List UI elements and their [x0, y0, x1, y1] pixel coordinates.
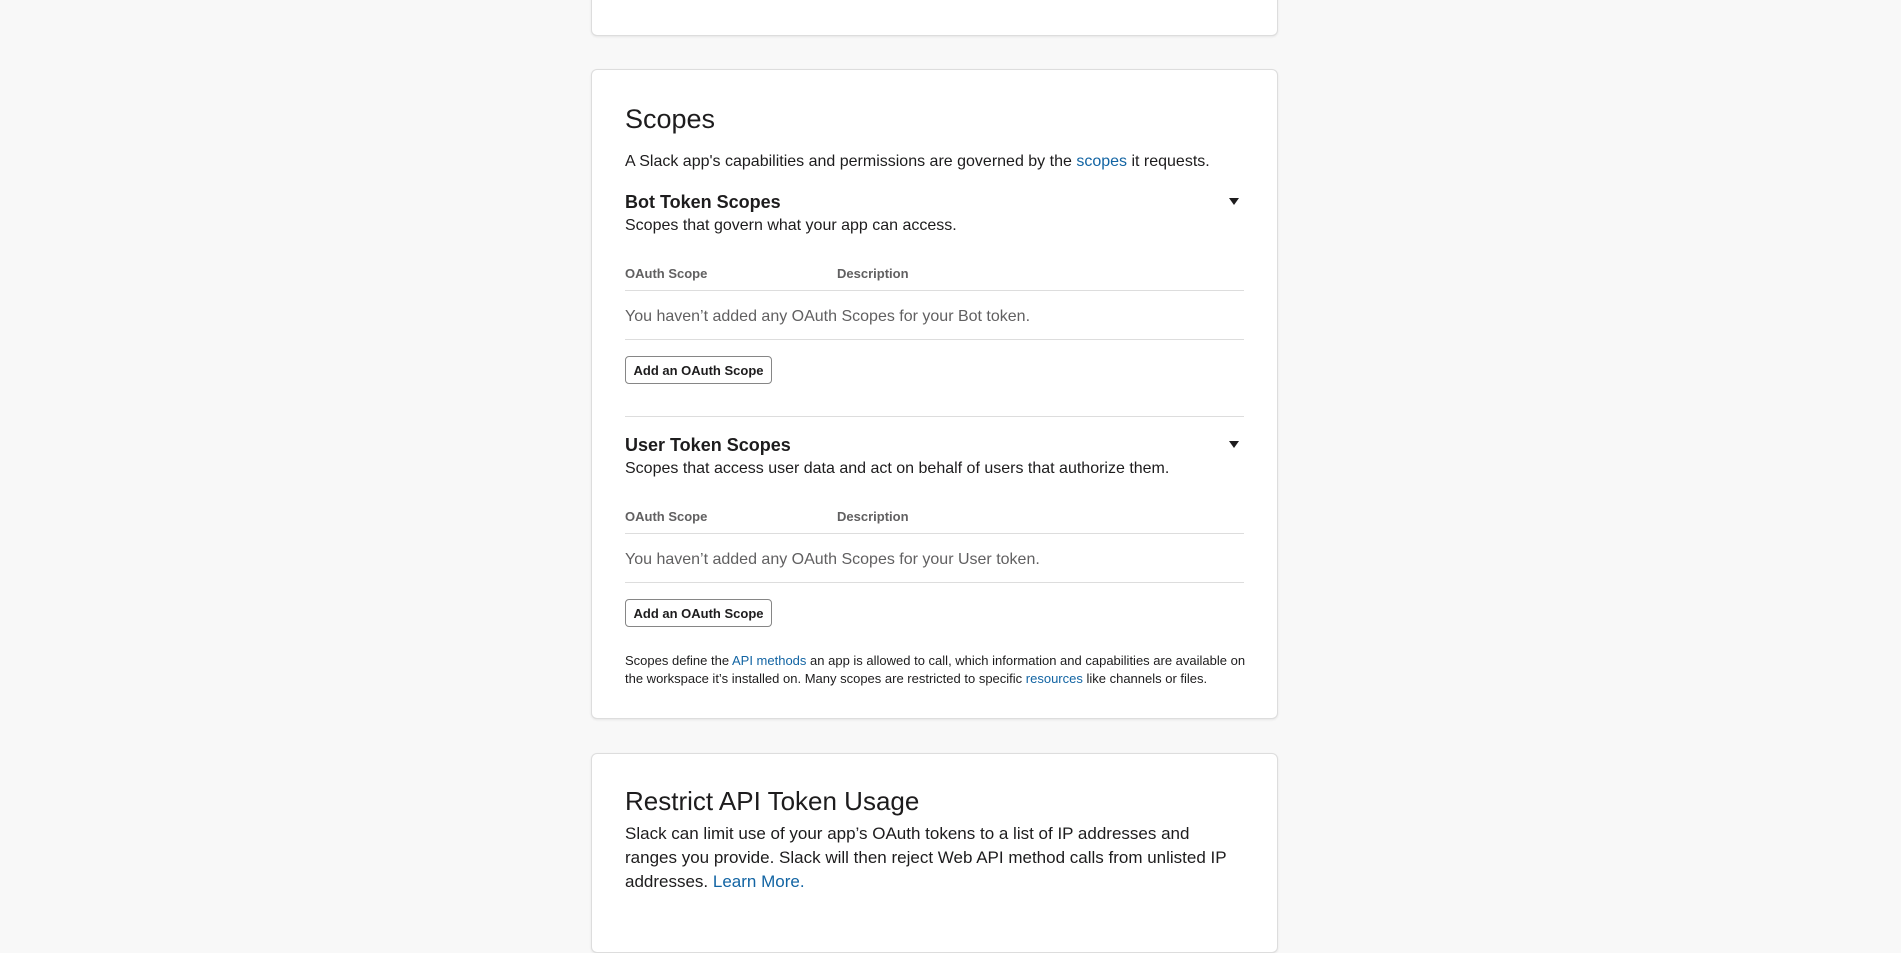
- restrict-text: Slack can limit use of your app’s OAuth tokens to a list of IP addresses and ranges you provide. Slack will then reject Web API method calls from unlisted IP addresses.: [625, 824, 1227, 891]
- user-token-scopes-title: User Token Scopes: [625, 435, 791, 455]
- restrict-description: [625, 822, 1230, 894]
- scopes-card: [591, 69, 1278, 719]
- user-scopes-collapse-caret-icon[interactable]: [1229, 441, 1239, 448]
- bot-scopes-empty: You haven’t added any OAuth Scopes for your Bot token.: [625, 308, 1031, 325]
- previous-card: [591, 0, 1278, 36]
- divider: [625, 290, 1244, 291]
- bot-column-oauth-scope: OAuth Scope: [625, 266, 708, 281]
- scopes-title: Scopes: [625, 104, 716, 134]
- footer-text: Scopes define the: [625, 653, 732, 668]
- bot-column-description: Description: [837, 266, 909, 281]
- user-column-oauth-scope: OAuth Scope: [625, 509, 708, 524]
- divider: [625, 582, 1244, 583]
- scopes-footer: [625, 652, 1250, 688]
- divider: [625, 339, 1244, 340]
- divider: [625, 533, 1244, 534]
- scopes-link[interactable]: scopes: [1076, 153, 1128, 170]
- intro-text: A Slack app's capabilities and permissions are governed by the: [625, 153, 1077, 170]
- restrict-title: Restrict API Token Usage: [625, 786, 920, 816]
- user-column-description: Description: [837, 509, 909, 524]
- learn-more-link[interactable]: Learn More.: [712, 872, 805, 891]
- scopes-intro: [625, 153, 1210, 171]
- user-scopes-empty: You haven’t added any OAuth Scopes for your User token.: [625, 551, 1040, 568]
- bot-token-scopes-title: Bot Token Scopes: [625, 192, 781, 212]
- footer-text: an app is allowed to call, which information and capabilities are available on the workspace it’s installed on. Many scopes are restricted to specific: [625, 653, 1246, 686]
- bot-scopes-subtitle: Scopes that govern what your app can access.: [625, 217, 957, 234]
- add-user-oauth-scope-button[interactable]: Add an OAuth Scope: [625, 599, 772, 627]
- resources-link[interactable]: resources: [1025, 671, 1083, 686]
- footer-text: like channels or files.: [1082, 671, 1208, 686]
- section-divider: [625, 416, 1244, 417]
- user-scopes-subtitle: Scopes that access user data and act on behalf of users that authorize them.: [625, 460, 1170, 477]
- restrict-api-token-card: [591, 753, 1278, 953]
- intro-text-end: it requests.: [1127, 153, 1210, 170]
- bot-scopes-collapse-caret-icon[interactable]: [1229, 198, 1239, 205]
- add-bot-oauth-scope-button[interactable]: Add an OAuth Scope: [625, 356, 772, 384]
- api-methods-link[interactable]: API methods: [731, 653, 807, 668]
